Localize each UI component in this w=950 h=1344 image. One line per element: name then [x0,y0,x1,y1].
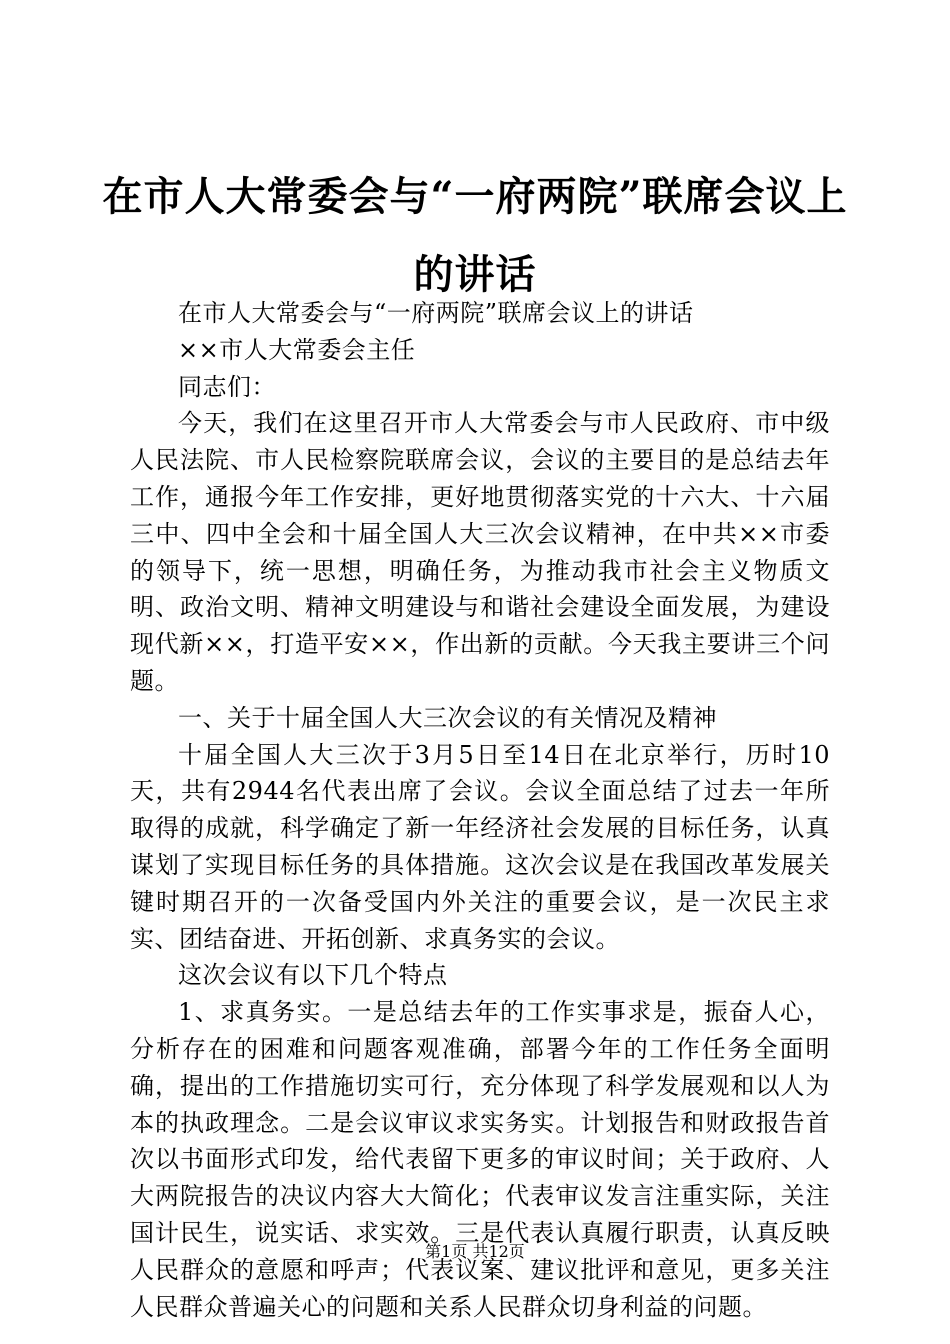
paragraph-intro: 今天，我们在这里召开市人大常委会与市人民政府、市中级人民法院、市人民检察院联席会议，会议的主要目的是总结去年工作，通报今年工作安排，更好地贯彻落实党的十六大、十六届三中、四中全会和十届全国人大三次会议精神，在中共××市委的领导下，统一思想，明确任务，为推动我市社会主义物质文明、政治文明、精神文明建设与和谐社会建设全面发展，为建设现代新××，打造平安××，作出新的贡献。今天我主要讲三个问题。 [130,409,830,695]
paragraph-subtitle: 在市人大常委会与“一府两院”联席会议上的讲话 [178,299,694,327]
document-title: 在市人大常委会与“一府两院”联席会议上的讲话 [102,173,848,298]
section-heading-1: 一、关于十届全国人大三次会议的有关情况及精神 [178,703,717,732]
page-footer: 第1页 共12页 [425,1242,525,1261]
paragraph-feature-1: 1、求真务实。一是总结去年的工作实事求是，振奋人心，分析存在的困难和问题客观准确，部署今年的工作任务全面明确，提出的工作措施切实可行，充分体现了科学发展观和以人为本的执政理念。二是会议审议求实务实。计划报告和财政报告首次以书面形式印发，给代表留下更多的审议时间；关于政府、人大两院报告的决议内容大大简化；代表审议发言注重实际，关注国计民生，说实话、求实效。三是代表认真履行职责，认真反映人民群众的意愿和呼声；代表议案、建议批评和意见，更多关注人民群众普遍关心的问题和关系人民群众切身利益的问题。 [130,998,830,1321]
paragraph-meeting-info: 十届全国人大三次于3月5日至14日在北京举行，历时10天，共有2944名代表出席了会议。会议全面总结了过去一年所取得的成就，科学确定了新一年经济社会发展的目标任务，认真谋划了实现目标任务的具体措施。这次会议是在我国改革发展关键时期召开的一次备受国内外关注的重要会议，是一次民主求实、团结奋进、开拓创新、求真务实的会议。 [130,740,830,953]
paragraph-speaker: ××市人大常委会主任 [178,335,416,364]
document-body [130,295,830,1325]
paragraph-features-lead: 这次会议有以下几个特点 [178,961,448,990]
paragraph-salutation: 同志们： [178,372,276,401]
